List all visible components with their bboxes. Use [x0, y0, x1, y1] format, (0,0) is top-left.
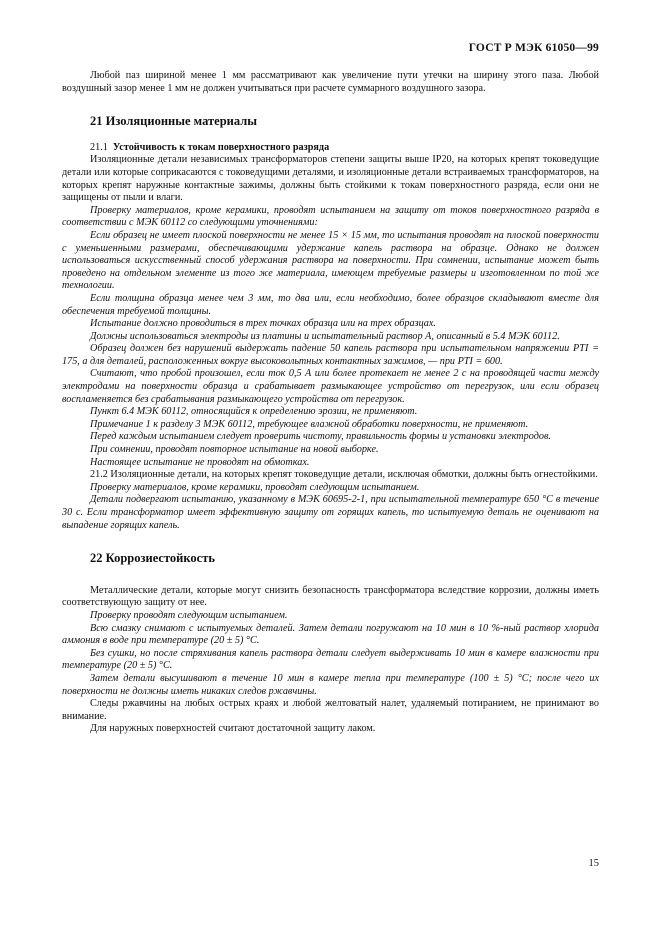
page-content: [62, 70, 599, 736]
italic-paragraph: Проверку материалов, кроме керамики, проводят испытанием на защиту от токов поверхностного разряда в соответствии с МЭК 60112 со следующими уточнениями:: [62, 204, 599, 229]
intro-paragraph: Любой паз шириной менее 1 мм рассматривают как увеличение пути утечки на ширину этого паза. Любой воздушный зазор менее 1 мм не должен учитываться при расчете суммарного воздушного зазора.: [62, 70, 599, 94]
italic-paragraph: Затем детали высушивают в течение 10 мин в камере тепла при температуре (100 ± 5) °С; после чего их поверхности не должны иметь никаких следов ржавчины.: [62, 672, 599, 697]
document-header: ГОСТ Р МЭК 61050—99: [468, 42, 599, 54]
italic-paragraph: Проверку проводят следующим испытанием.: [90, 609, 288, 621]
paragraph: Изоляционные детали независимых трансформаторов степени защиты выше IP20, на которых крепят токоведущие детали или которые соприкасаются с токоведущими деталями, и изоляционные детали встраиваемых трансформаторов, на которых крепят наружные контактные зажимы, должны быть стойкими к токам поверхностного разряда, если они не защищены от пыли и влаги.: [62, 154, 599, 204]
italic-paragraph: Всю смазку снимают с испытуемых деталей. Затем детали погружают на 10 мин в 10 %-ный раствор хлорида аммония в воде при температуре (20 ± 5) °С.: [62, 622, 599, 647]
italic-paragraph: Должны использоваться электроды из платины и испытательный раствор А, описанный в 5.4 МЭК 60112.: [90, 330, 560, 342]
italic-paragraph: Без сушки, но после стряхивания капель раствора детали следует выдерживать 10 мин в камере влажности при температуре (20 ± 5) °С.: [62, 647, 599, 672]
subsection-21-1-number: 21.1: [90, 141, 108, 153]
italic-paragraph: Испытание должно проводиться в трех точках образца или на трех образцах.: [90, 318, 436, 330]
italic-paragraph: Детали подвергают испытанию, указанному в МЭК 60695-2-1, при испытательной температуре 650 °С в течение 30 с. Если трансформатор имеет эффективную защиту от горящих капель, то испытуемую деталь не оценивают на выпадение горящих капель.: [62, 494, 599, 531]
subsection-21-1-heading: [62, 142, 599, 155]
italic-paragraph: Считают, что пробой произошел, если ток 0,5 А или более протекает не менее 2 с на проводящей части между электродами на поверхности образца и срабатывает размыкающее устройство от перегрузок, или если образец воспламеняется без срабатывания размыкающего устройства от перегрузок.: [62, 368, 599, 405]
italic-paragraph: При сомнении, проводят повторное испытание на новой выборке.: [90, 444, 379, 456]
section-21-heading: 21 Изоляционные материалы: [90, 114, 257, 129]
italic-paragraph: Настоящее испытание не проводят на обмотках.: [90, 456, 310, 468]
page-number: 15: [588, 858, 599, 869]
italic-paragraph: Если толщина образца менее чем 3 мм, то два или, если необходимо, более образцов складывают вместе для обеспечения требуемой толщины.: [62, 292, 599, 317]
paragraph: 21.2 Изоляционные детали, на которых крепят токоведущие детали, исключая обмотки, должны быть огнестойкими.: [90, 469, 598, 481]
italic-paragraph: Проверку материалов, кроме керамики, проводят следующим испытанием.: [90, 481, 420, 493]
italic-paragraph: Образец должен без нарушений выдержать падение 50 капель раствора при испытательном напряжении PTI = 175, а для деталей, расположенных вокруг высоковольтных контактных зажимов, — при PTI = 600.: [62, 343, 599, 367]
subsection-21-1-title: Устойчивость к токам поверхностного разряда: [112, 141, 330, 153]
paragraph: Для наружных поверхностей считают достаточной защиту лаком.: [90, 723, 376, 735]
paragraph: Следы ржавчины на любых острых краях и любой желтоватый налет, удаляемый потиранием, не принимают во внимание.: [62, 698, 599, 722]
paragraph: Металлические детали, которые могут снизить безопасность трансформатора вследствие коррозии, должны иметь соответствующую защиту от нее.: [62, 584, 599, 609]
italic-paragraph: Перед каждым испытанием следует проверить чистоту, правильность формы и установки электродов.: [90, 431, 551, 443]
section-22-heading: 22 Коррозиестойкость: [90, 551, 215, 566]
italic-paragraph: Если образец не имеет плоской поверхности не менее 15 × 15 мм, то испытания проводят на плоской поверхности с уменьшенными размерами, обеспечивающими удержание капель раствора на образце. Однако не должен использоваться искусственный способ удержания раствора на поверхности. При сомнении, испытание может быть проведено на отдельном элементе из того же материала, имеющем требуемые размеры и изготовленном по той же технологии.: [62, 229, 599, 292]
italic-paragraph: Примечание 1 к разделу 3 МЭК 60112, требующее влажной обработки поверхности, не применяют.: [90, 418, 529, 430]
italic-paragraph: Пункт 6.4 МЭК 60112, относящийся к определению эрозии, не применяют.: [90, 406, 418, 418]
